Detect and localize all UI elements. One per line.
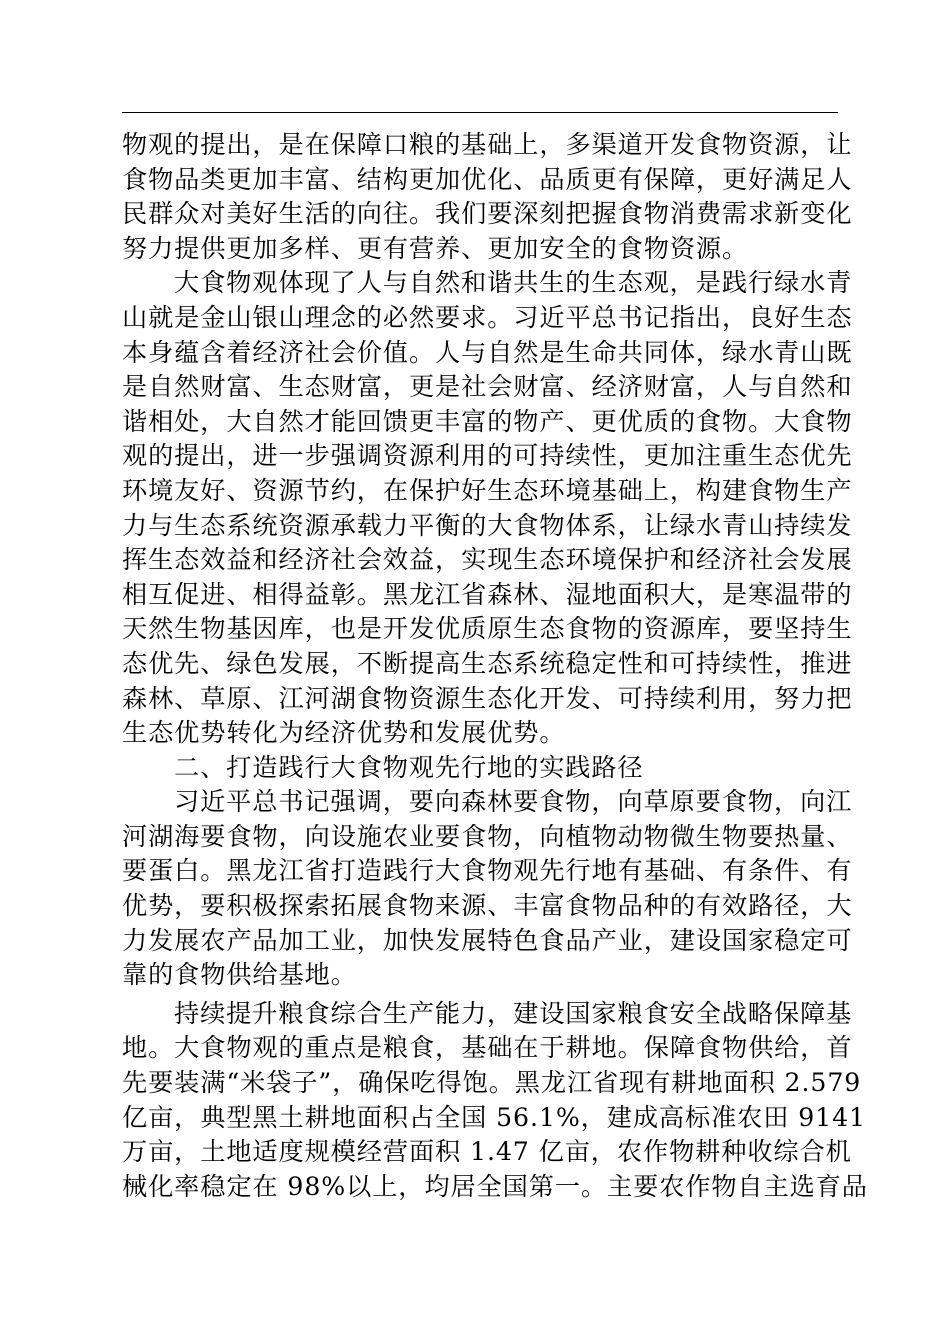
text-line: 本身蕴含着经济社会价值。人与自然是生命共同体，绿水青山既 (122, 337, 853, 367)
text-line: 是自然财富、生态财富，更是社会财富、经济财富，人与自然和 (122, 372, 853, 402)
text-line: 大食物观体现了人与自然和谐共生的生态观，是践行绿水青 (174, 268, 853, 298)
text-line: 环境友好、资源节约，在保护好生态环境基础上，构建食物生产 (122, 475, 853, 505)
text-line: 观的提出，进一步强调资源利用的可持续性，更加注重生态优先 (122, 441, 853, 471)
text-line: 食物品类更加丰富、结构更加优化、品质更有保障，更好满足人 (122, 164, 853, 194)
text-line: 优势，要积极探索拓展食物来源、丰富食物品种的有效路径，大 (122, 891, 853, 921)
text-line: 力与生态系统资源承载力平衡的大食物体系，让绿水青山持续发 (122, 510, 853, 540)
text-line: 谐相处，大自然才能回馈更丰富的物产、更优质的食物。大食物 (122, 406, 853, 436)
text-line: 河湖海要食物，向设施农业要食物，向植物动物微生物要热量、 (122, 821, 853, 851)
text-line: 先要装满“米袋子”，确保吃得饱。黑龙江省现有耕地面积 2.579 (122, 1068, 862, 1098)
text-line: 要蛋白。黑龙江省打造践行大食物观先行地有基础、有条件、有 (122, 856, 853, 886)
text-line: 持续提升粮食综合生产能力，建设国家粮食安全战略保障基 (174, 998, 853, 1028)
text-line: 挥生态效益和经济社会效益，实现生态环境保护和经济社会发展 (122, 545, 853, 575)
body-text (122, 128, 868, 1204)
text-line: 山就是金山银山理念的必然要求。习近平总书记指出，良好生态 (122, 302, 853, 332)
text-line: 生态优势转化为经济优势和发展优势。 (122, 718, 566, 748)
text-line: 物观的提出，是在保障口粮的基础上，多渠道开发食物资源，让 (122, 130, 853, 159)
text-line: 亿亩，典型黑土耕地面积占全国 56.1%，建成高标准农田 9141 (122, 1102, 866, 1132)
text-line: 习近平总书记强调，要向森林要食物，向草原要食物，向江 (174, 787, 853, 817)
text-line: 地。大食物观的重点是粮食，基础在于耕地。保障食物供给，首 (122, 1033, 853, 1063)
text-line: 械化率稳定在 98%以上，均居全国第一。主要农作物自主选育品 (122, 1171, 868, 1201)
text-line: 天然生物基因库，也是开发优质原生态食物的资源库，要坚持生 (122, 614, 853, 644)
text-line: 民群众对美好生活的向往。我们要深刻把握食物消费需求新变化 (122, 199, 853, 229)
text-line: 万亩，土地适度规模经营面积 1.47 亿亩，农作物耕种收综合机 (122, 1137, 852, 1167)
text-line: 相互促进、相得益彰。黑龙江省森林、湿地面积大，是寒温带的 (122, 579, 853, 609)
text-line: 靠的食物供给基地。 (122, 960, 357, 990)
header-rule (122, 112, 838, 113)
text-line: 力发展农产品加工业，加快发展特色食品产业，建设国家稳定可 (122, 925, 853, 955)
text-line: 态优先、绿色发展，不断提高生态系统稳定性和可持续性，推进 (122, 648, 853, 678)
text-line: 努力提供更加多样、更有营养、更加安全的食物资源。 (122, 233, 749, 263)
text-line: 二、打造践行大食物观先行地的实践路径 (174, 752, 644, 782)
text-line: 森林、草原、江河湖食物资源生态化开发、可持续利用，努力把 (122, 683, 853, 713)
